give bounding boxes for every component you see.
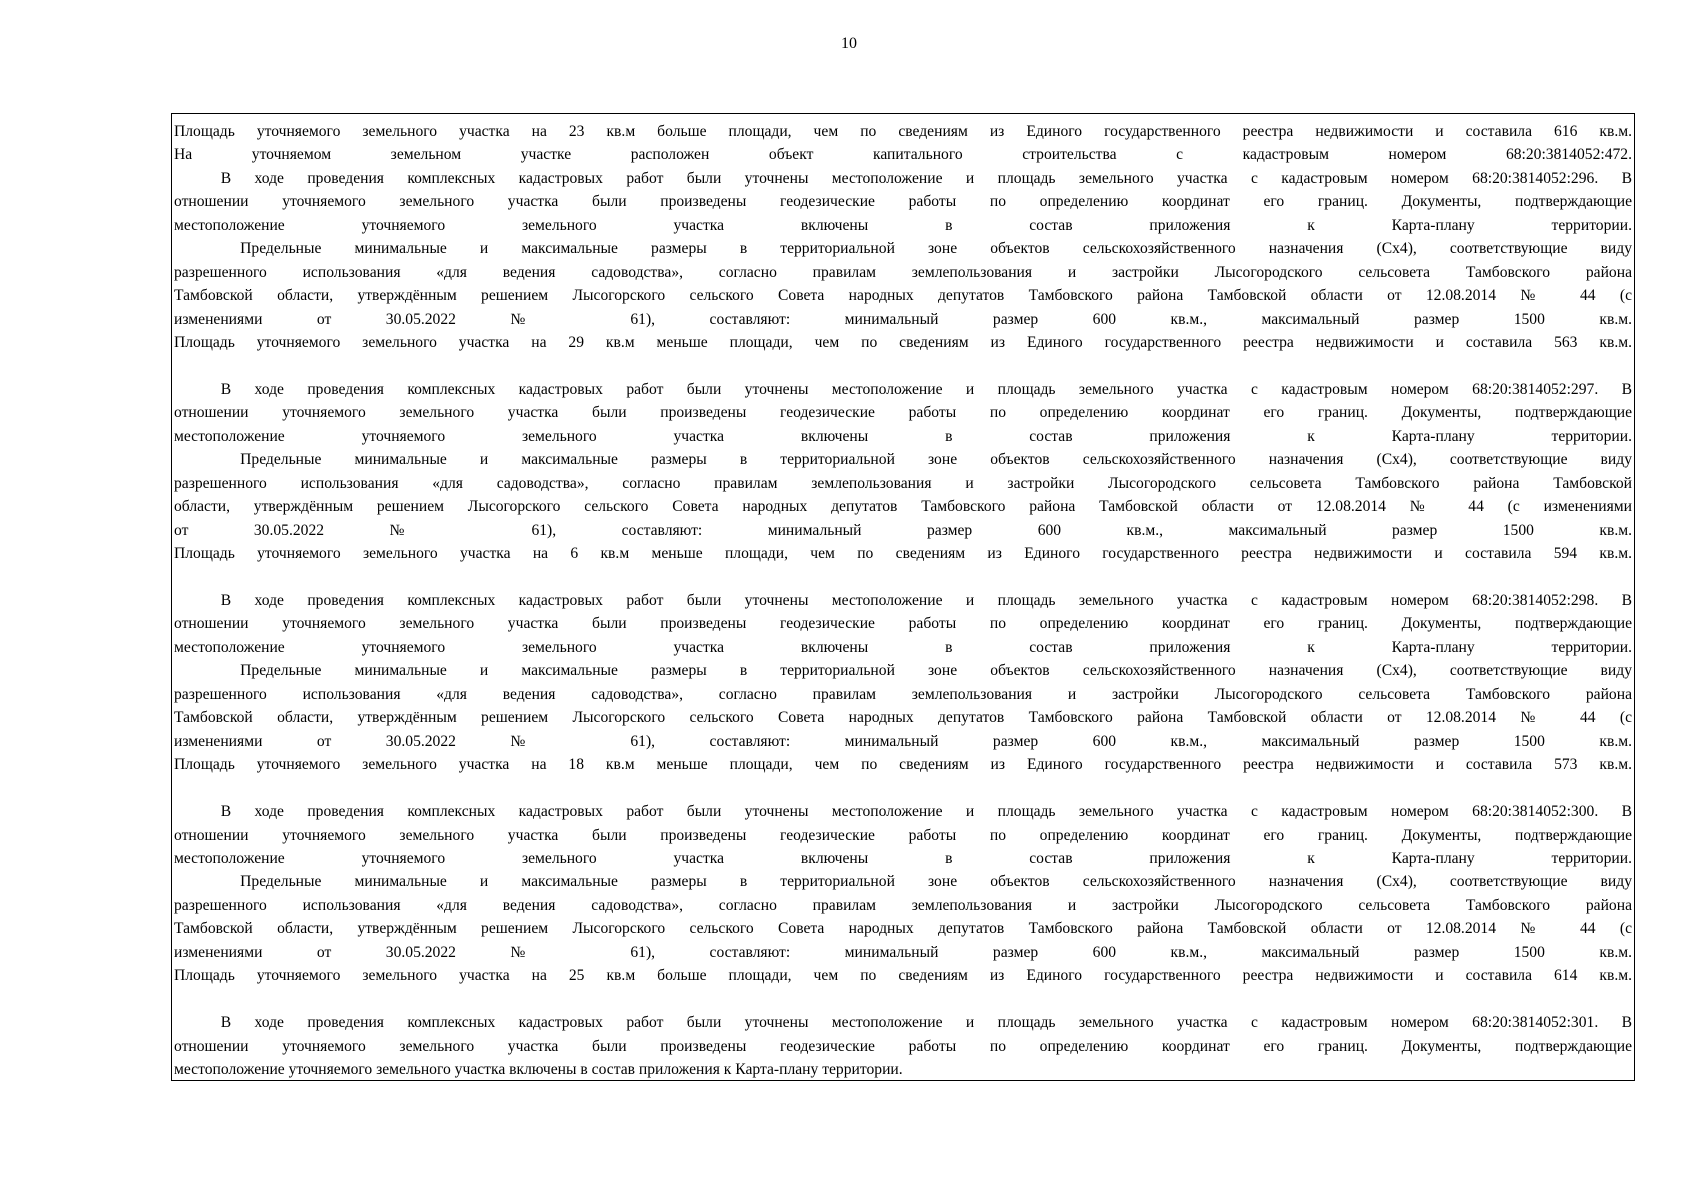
text-line: разрешенного использования «для садоводства», согласно правилам землепользования и застройки Лысогородского сельсовета Тамбовского района Тамбовской [174,474,1632,492]
text-line: Предельные минимальные и максимальные размеры в территориальной зоне объектов сельскохозяйственного назначения (Сх4), соответствующие виду [174,873,1632,891]
text-line: отношении уточняемого земельного участка были произведены геодезические работы по определению координат его границ. Документы, подтверждающие [174,404,1632,422]
text-line: Площадь уточняемого земельного участка на 18 кв.м меньше площади, чем по сведениям из Единого государственного реестра недвижимости и составила 573 кв.м. [174,756,1632,774]
text-line: В ходе проведения комплексных кадастровых работ были уточнены местоположение и площадь земельного участка с кадастровым номером 68:20:3814052:296. В [174,169,1632,187]
text-line: Тамбовской области, утверждённым решением Лысогорского сельского Совета народных депутатов Тамбовского района Тамбовской области от 12.08.2014 № 44 (с [174,287,1632,305]
text-line: В ходе проведения комплексных кадастровых работ были уточнены местоположение и площадь земельного участка с кадастровым номером 68:20:3814052:297. В [174,380,1632,398]
text-line: местоположение уточняемого земельного участка включены в состав приложения к Карта-плану территории. [174,638,1632,656]
text-line: Предельные минимальные и максимальные размеры в территориальной зоне объектов сельскохозяйственного назначения (Сх4), соответствующие виду [174,240,1632,258]
text-line: местоположение уточняемого земельного участка включены в состав приложения к Карта-плану территории. [174,216,1632,234]
document-text-frame [171,113,1635,1081]
block-separator [174,355,1632,378]
text-line: В ходе проведения комплексных кадастровых работ были уточнены местоположение и площадь земельного участка с кадастровым номером 68:20:3814052:298. В [174,592,1632,610]
text-line: отношении уточняемого земельного участка были произведены геодезические работы по определению координат его границ. Документы, подтверждающие [174,1037,1632,1055]
text-block [174,120,1632,355]
text-line: отношении уточняемого земельного участка были произведены геодезические работы по определению координат его границ. Документы, подтверждающие [174,615,1632,633]
text-line: местоположение уточняемого земельного участка включены в состав приложения к Карта-плану территории. [174,850,1632,867]
page-number: 10 [841,35,857,52]
text-line: разрешенного использования «для ведения садоводства», согласно правилам землепользования и застройки Лысогородского сельсовета Тамбовского района [174,263,1632,281]
block-separator [174,777,1632,800]
text-block [174,378,1632,566]
block-separator [174,566,1632,589]
text-line: отношении уточняемого земельного участка были произведены геодезические работы по определению координат его границ. Документы, подтверждающие [174,193,1632,211]
text-line: Площадь уточняемого земельного участка на 29 кв.м меньше площади, чем по сведениям из Единого государственного реестра недвижимости и составила 563 кв.м. [174,334,1632,352]
text-line: местоположение уточняемого земельного участка включены в состав приложения к Карта-плану территории. [174,427,1632,445]
text-block [174,1011,1632,1081]
text-line: изменениями от 30.05.2022 № 61), составляют: минимальный размер 600 кв.м., максимальный размер 1500 кв.м. [174,732,1632,750]
text-line: Предельные минимальные и максимальные размеры в территориальной зоне объектов сельскохозяйственного назначения (Сх4), соответствующие виду [174,451,1632,469]
text-line: В ходе проведения комплексных кадастровых работ были уточнены местоположение и площадь земельного участка с кадастровым номером 68:20:3814052:301. В [174,1014,1632,1032]
text-line: Предельные минимальные и максимальные размеры в территориальной зоне объектов сельскохозяйственного назначения (Сх4), соответствующие виду [174,662,1632,680]
text-line: изменениями от 30.05.2022 № 61), составляют: минимальный размер 600 кв.м., максимальный размер 1500 кв.м. [174,310,1632,328]
text-line: В ходе проведения комплексных кадастровых работ были уточнены местоположение и площадь земельного участка с кадастровым номером 68:20:3814052:300. В [174,803,1632,821]
text-block [174,589,1632,777]
text-block [174,800,1632,988]
block-separator [174,988,1632,1011]
text-line: Тамбовской области, утверждённым решением Лысогорского сельского Совета народных депутатов Тамбовского района Тамбовской области от 12.08.2014 № 44 (с [174,709,1632,727]
text-line: Площадь уточняемого земельного участка на 25 кв.м больше площади, чем по сведениям из Единого государственного реестра недвижимости и составила 614 кв.м. [174,967,1632,985]
text-line: разрешенного использования «для ведения садоводства», согласно правилам землепользования и застройки Лысогородского сельсовета Тамбовского района [174,685,1632,703]
text-line: На уточняемом земельном участке расположен объект капитального строительства с кадастровым номером 68:20:3814052:472. [174,146,1632,164]
text-line: разрешенного использования «для ведения садоводства», согласно правилам землепользования и застройки Лысогородского сельсовета Тамбовского района [174,896,1632,914]
text-line: Тамбовской области, утверждённым решением Лысогорского сельского Совета народных депутатов Тамбовского района Тамбовской области от 12.08.2014 № 44 (с [174,920,1632,938]
text-line: местоположение уточняемого земельного участка включены в состав приложения к Карта-плану территории. [174,1061,903,1079]
text-line: изменениями от 30.05.2022 № 61), составляют: минимальный размер 600 кв.м., максимальный размер 1500 кв.м. [174,943,1632,961]
text-line: Площадь уточняемого земельного участка на 6 кв.м меньше площади, чем по сведениям из Единого государственного реестра недвижимости и составила 594 кв.м. [174,545,1632,563]
text-line: от 30.05.2022 № 61), составляют: минимальный размер 600 кв.м., максимальный размер 1500 кв.м. [174,521,1632,539]
text-line: области, утверждённым решением Лысогорского сельского Совета народных депутатов Тамбовского района Тамбовской области от 12.08.2014 № 44 (с изменениями [174,498,1632,516]
text-line: Площадь уточняемого земельного участка на 23 кв.м больше площади, чем по сведениям из Единого государственного реестра недвижимости и составила 616 кв.м. [174,123,1632,140]
text-line: отношении уточняемого земельного участка были произведены геодезические работы по определению координат его границ. Документы, подтверждающие [174,826,1632,844]
